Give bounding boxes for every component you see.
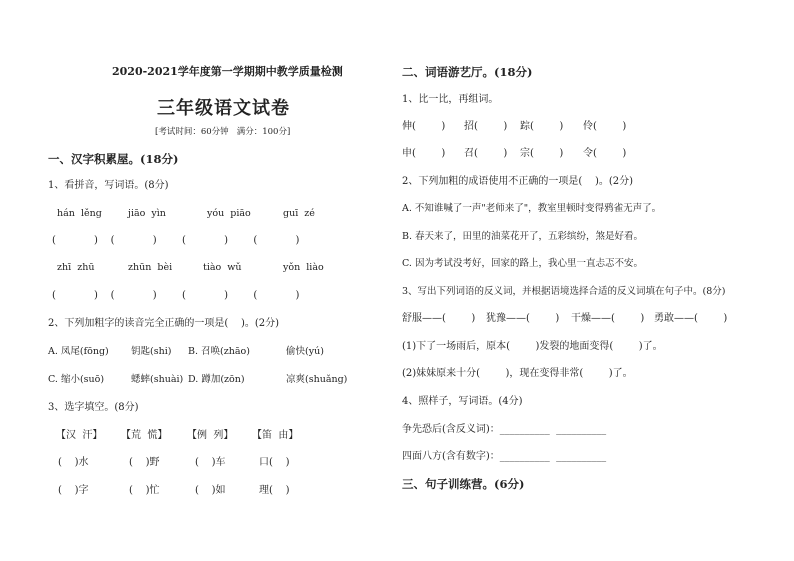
question-2-4: 4、照样子，写词语。(4分) bbox=[402, 396, 523, 407]
antonym-item[interactable]: 舒服——( ) bbox=[402, 313, 476, 324]
option-c: C. 因为考试没考好，回家的路上，我心里一直忐忑不安。 bbox=[402, 258, 643, 269]
sentence-2[interactable]: (2)妹妹原来十分( )，现在变得非常( )了。 bbox=[402, 368, 633, 379]
compare-item[interactable]: 踪( ) bbox=[520, 121, 564, 132]
pinyin-item: zhūn bèi bbox=[128, 262, 173, 273]
word-example-2[interactable]: 四面八方(含有数字)：__________ __________ bbox=[402, 451, 607, 462]
compare-item[interactable]: 令( ) bbox=[583, 148, 627, 159]
antonym-item[interactable]: 勇敢——( ) bbox=[654, 313, 728, 324]
pinyin-item: guī zé bbox=[283, 208, 315, 219]
question-2-3: 3、写出下列词语的反义词，并根据语境选择合适的反义词填在句子中。(8分) bbox=[402, 286, 726, 297]
question-1-2: 2、下列加粗字的读音完全正确的一项是( )。(2分) bbox=[48, 318, 280, 329]
sentence-1[interactable]: (1)下了一场雨后，原本( )发裂的地面变得( )了。 bbox=[402, 341, 663, 352]
compare-item[interactable]: 宗( ) bbox=[520, 148, 564, 159]
compare-item[interactable]: 伶( ) bbox=[583, 121, 627, 132]
fill-blank[interactable]: ( )水 bbox=[58, 457, 89, 468]
section-2-heading: 二、词语游艺厅。(18分) bbox=[402, 65, 533, 79]
compare-item[interactable]: 招( ) bbox=[464, 121, 508, 132]
option-b: B. 春天来了，田里的油菜花开了，五彩缤纷，煞是好看。 bbox=[402, 231, 644, 242]
char-group: 【汉 汗】 bbox=[56, 430, 103, 441]
option-item: 蟋蟀(shuài) bbox=[131, 374, 184, 385]
char-group: 【笛 由】 bbox=[252, 430, 299, 441]
fill-blank[interactable]: ( )字 bbox=[58, 485, 89, 496]
option-item: 偷快(yú) bbox=[286, 346, 324, 357]
fill-blank[interactable]: ( )如 bbox=[195, 485, 226, 496]
option-item: 凉爽(shuǎng) bbox=[286, 374, 348, 385]
exam-title: 2020-2021学年度第一学期期中教学质量检测 bbox=[112, 65, 343, 78]
char-group: 【荒 慌】 bbox=[121, 430, 168, 441]
question-1-3: 3、选字填空。(8分) bbox=[48, 402, 139, 413]
option-item: 钥匙(shi) bbox=[131, 346, 172, 357]
paper-subject-title: 三年级语文试卷 bbox=[157, 98, 290, 119]
antonym-item[interactable]: 犹豫——( ) bbox=[486, 313, 560, 324]
fill-blank[interactable]: ( )野 bbox=[129, 457, 160, 468]
answer-brackets-row[interactable]: ( ) ( ) ( ) ( ) bbox=[52, 235, 300, 246]
question-2-2: 2、下列加粗的成语使用不正确的一项是( )。(2分) bbox=[402, 176, 634, 187]
section-3-heading: 三、句子训练营。(6分) bbox=[402, 477, 525, 491]
option-item: A. 凤尾(fōng) bbox=[48, 346, 109, 357]
compare-item[interactable]: 召( ) bbox=[464, 148, 508, 159]
char-group: 【例 列】 bbox=[187, 430, 234, 441]
fill-blank[interactable]: ( )忙 bbox=[129, 485, 160, 496]
section-1-heading: 一、汉字积累屋。(18分) bbox=[48, 152, 179, 166]
option-item: C. 缩小(suō) bbox=[48, 374, 105, 385]
option-item: B. 召唤(zhāo) bbox=[188, 346, 250, 357]
word-example-1[interactable]: 争先恐后(含反义词)：__________ __________ bbox=[402, 424, 607, 435]
pinyin-item: hán lěng bbox=[57, 208, 102, 219]
option-item: D. 蹲加(zōn) bbox=[188, 374, 245, 385]
pinyin-item: yóu piāo bbox=[207, 208, 251, 219]
answer-brackets-row[interactable]: ( ) ( ) ( ) ( ) bbox=[52, 290, 300, 301]
fill-blank[interactable]: 理( ) bbox=[259, 485, 290, 496]
pinyin-item: jiāo yìn bbox=[128, 208, 166, 219]
option-a: A. 不知谁喊了一声"老师来了"，教室里顿时变得鸦雀无声了。 bbox=[402, 203, 662, 214]
compare-item[interactable]: 伸( ) bbox=[402, 121, 446, 132]
pinyin-item: yǒn liào bbox=[283, 262, 324, 273]
fill-blank[interactable]: ( )车 bbox=[195, 457, 226, 468]
question-2-1: 1、比一比，再组词。 bbox=[402, 94, 499, 105]
antonym-item[interactable]: 干燥——( ) bbox=[571, 313, 645, 324]
fill-blank[interactable]: 口( ) bbox=[259, 457, 290, 468]
pinyin-item: tiào wǔ bbox=[203, 262, 242, 273]
compare-item[interactable]: 申( ) bbox=[402, 148, 446, 159]
exam-info: [考试时间：60分钟 满分：100分] bbox=[155, 127, 291, 137]
question-1-1: 1、看拼音，写词语。(8分) bbox=[48, 180, 169, 191]
pinyin-item: zhī zhū bbox=[57, 262, 95, 273]
